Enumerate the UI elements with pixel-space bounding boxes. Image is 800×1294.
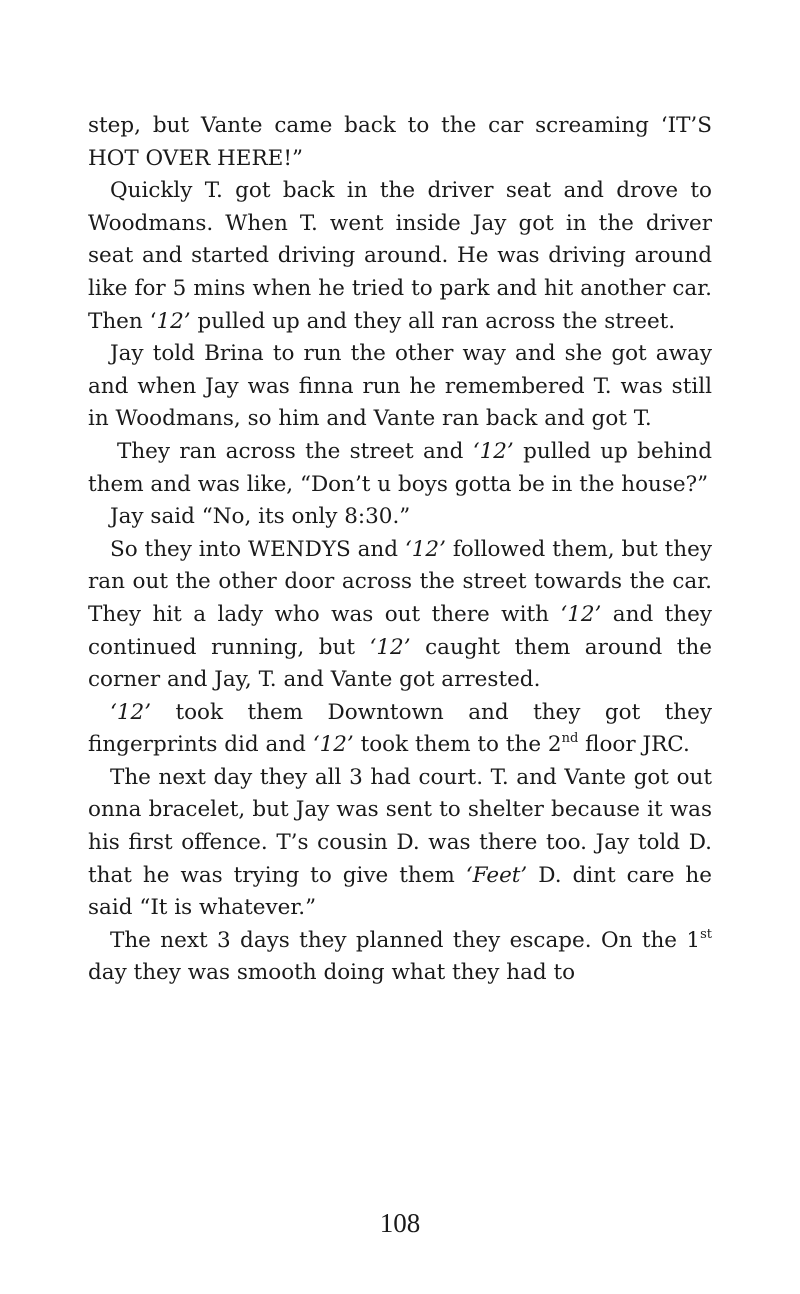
text-segment: step, but Vante came back to the car screaming ‘IT’S HOT OVER HERE!” <box>88 113 712 171</box>
italic-segment: ‘12’ <box>472 438 514 464</box>
italic-segment: ‘12’ <box>312 732 354 758</box>
paragraph-6 <box>88 534 712 697</box>
italic-segment: ‘12’ <box>404 536 446 562</box>
text-segment: D. dint care he said “It is whatever.” <box>88 862 712 921</box>
text-segment: The next day they all 3 had court. T. and Vante got out onna bracelet, but Jay was sent to shelter because it was his first offence. T’s cousin D. was there too. Jay told D. that he was trying to give them <box>88 764 712 888</box>
text-segment: followed them, but they ran out the other door across the street towards the car. They hit a lady who was out there with <box>88 536 712 627</box>
text-segment: day they was smooth doing what they had to <box>88 960 576 986</box>
italic-segment: ‘12’ <box>110 699 152 725</box>
text-segment: took them Downtown and they got they fingerprints did and <box>88 699 712 758</box>
superscript-segment: st <box>700 926 712 942</box>
text-segment: The next 3 days they planned they escape. On the 1 <box>110 927 701 953</box>
text-segment: took them to the 2 <box>353 732 562 758</box>
paragraph-3 <box>88 338 712 436</box>
paragraph-9 <box>88 925 712 990</box>
text-segment: pulled up behind them and was like, “Don’t u boys gotta be in the house?” <box>88 438 712 497</box>
text-segment: Jay said “No, its only 8:30.” <box>110 504 411 530</box>
italic-segment: 12’ <box>156 308 191 334</box>
text-segment: Quickly T. got back in the driver seat and drove to Woodmans. When T. went inside Jay got in the driver seat and started driving around. He was driving around like for 5 mins when he tried to park and hit another car. Then ‘ <box>88 178 712 334</box>
paragraph-2 <box>88 175 712 338</box>
body-text <box>88 110 712 990</box>
text-segment: So they into WENDYS and <box>110 536 405 562</box>
italic-segment: ‘Feet’ <box>465 862 528 888</box>
paragraph-8 <box>88 762 712 925</box>
text-segment: pulled up and they all ran across the street. <box>190 308 676 334</box>
paragraph-1 <box>88 110 712 175</box>
text-segment: Jay told Brina to run the other way and she got away and when Jay was finna run he remembered T. was still in Woodmans, so him and Vante ran back and got T. <box>88 341 712 432</box>
text-segment: They ran across the street and <box>117 438 473 464</box>
italic-segment: ‘12’ <box>369 634 411 660</box>
superscript-segment: nd <box>561 731 579 747</box>
text-segment: and they continued running, but <box>88 601 712 660</box>
text-segment: floor JRC. <box>578 732 690 758</box>
paragraph-5 <box>88 501 712 534</box>
text-segment: caught them around the corner and Jay, T. and Vante got arrested. <box>88 634 712 693</box>
paragraph-7 <box>88 697 712 762</box>
page-number: 108 <box>379 1208 421 1238</box>
paragraph-4 <box>88 436 712 501</box>
italic-segment: ‘12’ <box>560 601 602 627</box>
